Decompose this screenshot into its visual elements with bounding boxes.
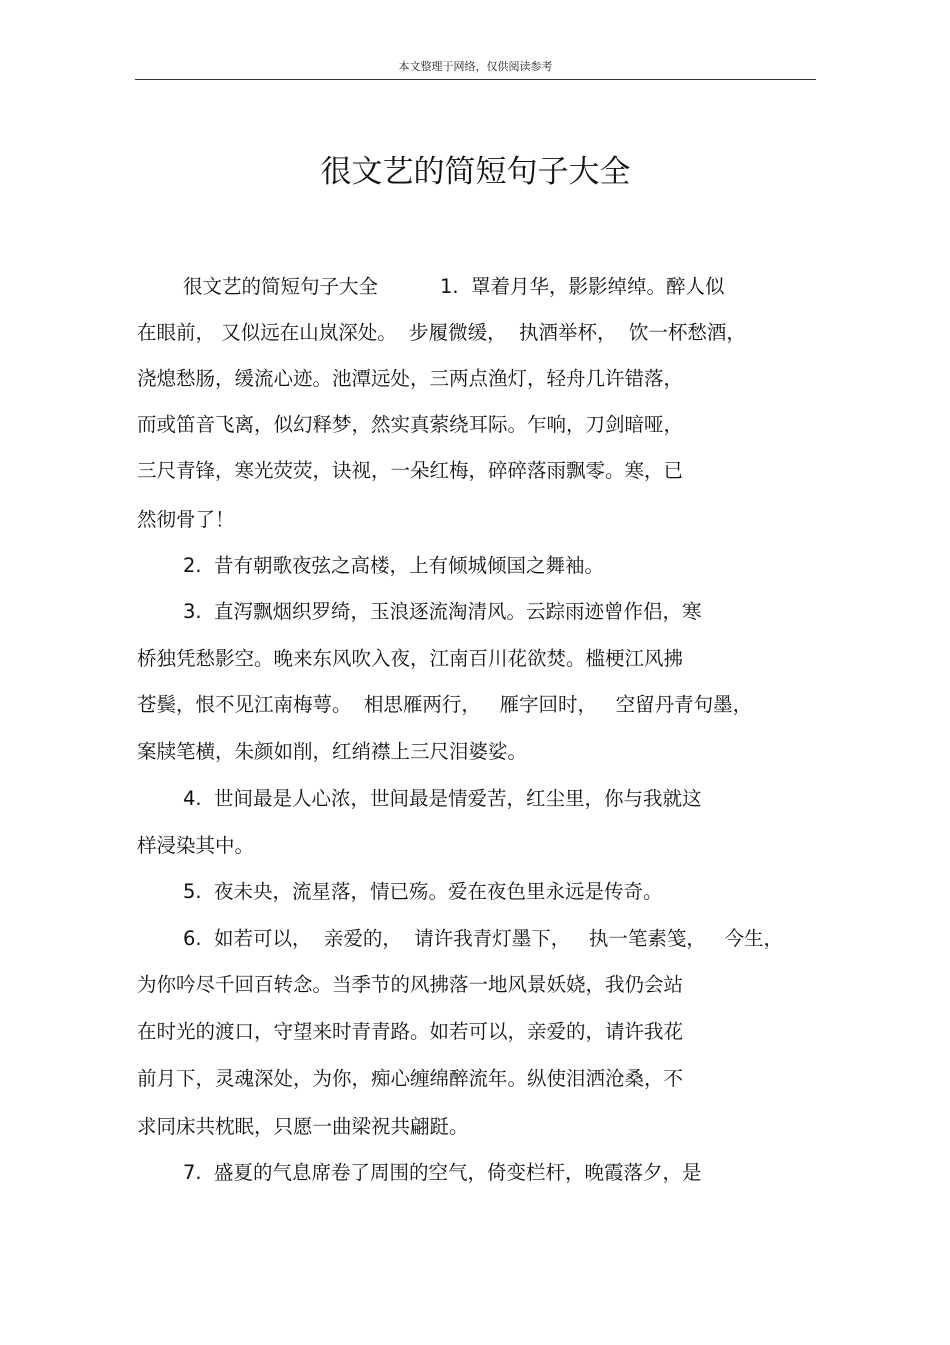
body-line: 7. 盛夏的气息席卷了周围的空气，倚变栏杆，晚霞落夕，是 [183, 1161, 702, 1184]
body-line: 3. 直泻飘烟织罗绮，玉浪逐流淘清风。云踪雨迹曾作侣，寒 [183, 600, 702, 623]
page-header-note: 本文整理于网络，仅供阅读参考 [398, 60, 553, 73]
body-line: 为你吟尽千回百转念。当季节的风拂落一地风景妖娆，我仍会站 [137, 973, 684, 996]
body-line: 前月下，灵魂深处，为你，痴心缠绵醉流年。纵使泪洒沧桑，不 [137, 1067, 684, 1090]
body-line: 桥独凭愁影空。晚来东风吹入夜，江南百川花欲焚。槛梗江风拂 [137, 647, 684, 670]
body-line: 苍鬓，恨不见江南梅萼。 相思雁两行， 雁字回时， 空留丹青句墨， [137, 693, 753, 716]
document-title: 很文艺的简短句子大全 [320, 154, 631, 190]
body-line: 很文艺的简短句子大全 1. 罩着月华，影影绰绰。醉人似 [183, 275, 725, 298]
body-line: 在时光的渡口，守望来时青青路。如若可以，亲爱的，请许我花 [137, 1020, 684, 1043]
header-divider [135, 79, 816, 80]
body-line: 样浸染其中。 [137, 834, 255, 857]
body-line: 三尺青锋，寒光荧荧，诀视，一朵红梅，碎碎落雨飘零。寒，已 [137, 459, 684, 482]
body-line: 2. 昔有朝歌夜弦之高楼，上有倾城倾国之舞袖。 [183, 554, 605, 577]
body-line: 案牍笔横，朱颜如削，红绡襟上三尺泪婆娑。 [137, 740, 528, 763]
body-line: 浇熄愁肠，缓流心迹。池潭远处，三两点渔灯，轻舟几许错落， [137, 367, 684, 390]
body-line: 5. 夜未央，流星落，情已殇。爱在夜色里永远是传奇。 [183, 880, 663, 903]
body-line: 求同床共枕眠，只愿一曲梁祝共翩跹。 [137, 1115, 469, 1138]
body-line: 然彻骨了！ [137, 508, 235, 531]
body-line: 在眼前， 又似远在山岚深处。 步履微缓， 执酒举杯， 饮一杯愁酒， [137, 321, 746, 344]
body-line: 6. 如若可以， 亲爱的， 请许我青灯墨下， 执一笔素笺， 今生， [183, 927, 783, 950]
body-line: 4. 世间最是人心浓，世间最是情爱苦，红尘里，你与我就这 [183, 787, 702, 810]
body-line: 而或笛音飞离，似幻释梦，然实真萦绕耳际。乍响，刀剑暗哑， [137, 413, 684, 436]
